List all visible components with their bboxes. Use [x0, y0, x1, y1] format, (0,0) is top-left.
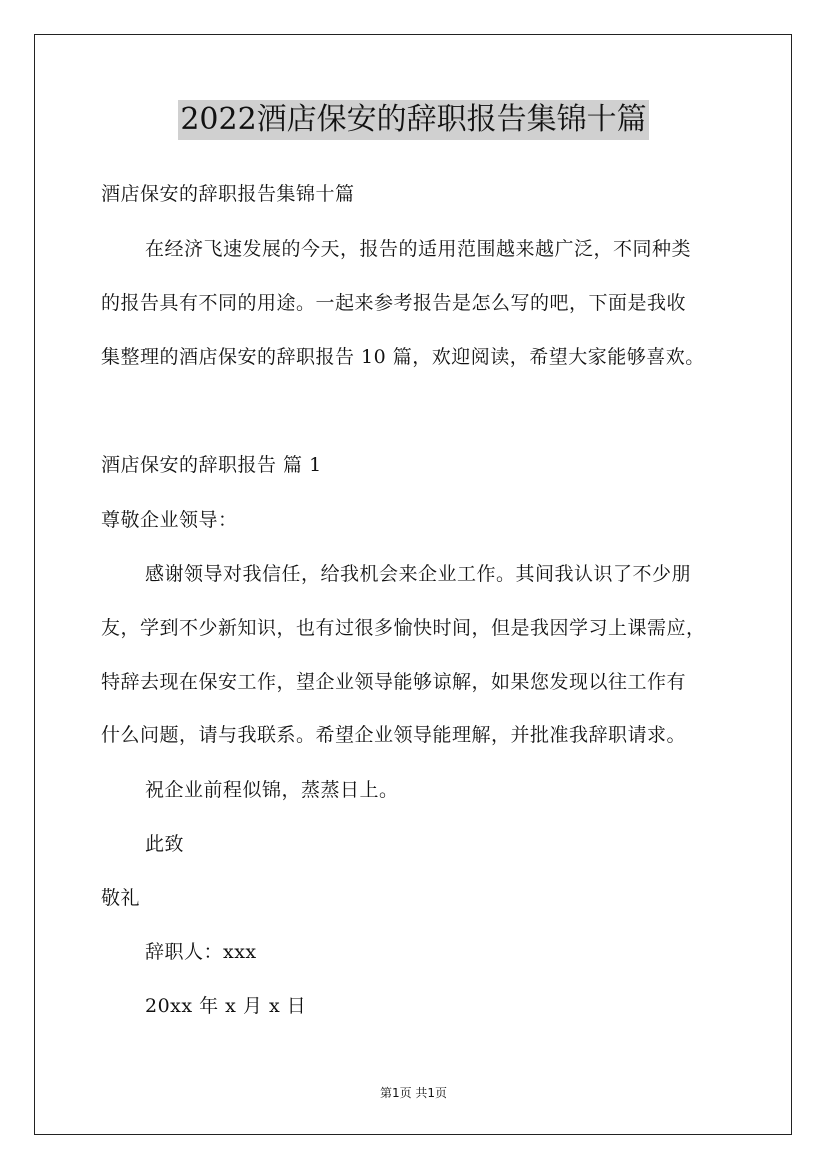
- wish-line: 祝企业前程似锦，蒸蒸日上。: [145, 779, 399, 801]
- section-heading: 酒店保安的辞职报告 篇 1: [101, 454, 322, 476]
- body-line-4: 什么问题，请与我联系。希望企业领导能理解，并批准我辞职请求。: [101, 724, 687, 746]
- date-line: 20xx 年 x 月 x 日: [145, 995, 307, 1017]
- page-footer: 第1页 共1页: [379, 1086, 448, 1100]
- intro-line-2: 的报告具有不同的用途。一起来参考报告是怎么写的吧，下面是我收: [101, 292, 687, 314]
- signer-line: 辞职人：xxx: [145, 941, 257, 963]
- intro-line-3: 集整理的酒店保安的辞职报告 10 篇，欢迎阅读，希望大家能够喜欢。: [101, 346, 705, 368]
- subtitle: 酒店保安的辞职报告集锦十篇: [101, 183, 355, 205]
- document-title: 2022酒店保安的辞职报告集锦十篇: [178, 100, 648, 140]
- body-line-3: 特辞去现在保安工作，望企业领导能够谅解，如果您发现以往工作有: [101, 671, 687, 693]
- closing-line-1: 此致: [145, 833, 185, 855]
- closing-line-2: 敬礼: [101, 887, 141, 909]
- intro-line-1: 在经济飞速发展的今天，报告的适用范围越来越广泛，不同种类: [145, 238, 692, 260]
- salutation: 尊敬企业领导：: [101, 509, 238, 531]
- title-container: [0, 100, 827, 140]
- body-line-2: 友，学到不少新知识，也有过很多愉快时间，但是我因学习上课需应，: [101, 617, 706, 639]
- body-line-1: 感谢领导对我信任，给我机会来企业工作。其间我认识了不少朋: [145, 563, 692, 585]
